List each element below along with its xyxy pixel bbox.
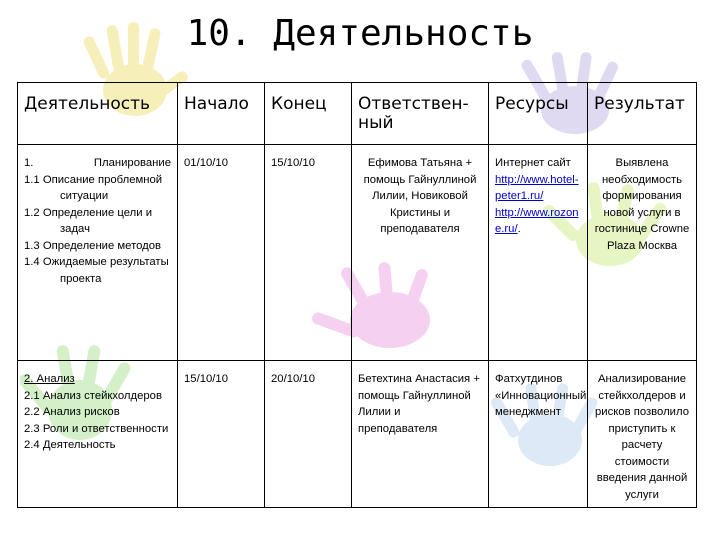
activity-subitem: 1.2 Определение цели и задач: [24, 206, 153, 235]
table-header-row: [18, 83, 697, 145]
header-end: Конец: [265, 83, 352, 145]
activity-subitem: 2.4 Деятельность: [24, 439, 116, 451]
start-date-cell: 15/10/10: [178, 361, 265, 508]
header-result: Результат: [588, 83, 697, 145]
activity-subitem: 1.3 Определение методов: [24, 239, 162, 252]
activity-subitem: 2.3 Роли и ответственности: [24, 422, 169, 435]
activity-subitem: 2.2 Анализ рисков: [24, 406, 120, 418]
activity-lead: 1. Планирование: [24, 155, 171, 172]
activity-lead: 2. Анализ: [24, 373, 75, 385]
result-cell: Выявлена необходимость формирования новой услуги в гостинице Crowne Plaza Москва: [588, 145, 697, 361]
activity-cell: [18, 145, 178, 361]
resource-link[interactable]: http://www.hotel-peter1.ru/: [495, 173, 579, 202]
activity-subitem: 1.1 Описание проблемной ситуации: [24, 173, 163, 202]
resource-link[interactable]: http://www.rozone.ru/: [495, 206, 579, 235]
activity-lead-text: Планирование: [93, 157, 171, 169]
header-start: Начало: [178, 83, 265, 145]
table-row: [18, 145, 697, 361]
start-date-cell: 01/10/10: [178, 145, 265, 361]
header-responsible: Ответствен-ный: [352, 83, 489, 145]
activity-subitem: 2.1 Анализ стейкхолдеров: [24, 389, 162, 402]
result-cell: Анализирование стейкхолдеров и рисков позволило приступить к расчету стоимости введения данной услуги: [588, 361, 697, 508]
resources-cell: [489, 361, 588, 508]
resources-text: Фатхутдинов «Инновационный менеджмент: [495, 373, 587, 418]
activity-cell: [18, 361, 178, 508]
end-date-cell: 20/10/10: [265, 361, 352, 508]
responsible-cell: Ефимова Татьяна + помощь Гайнуллиной Лилии, Новиковой Кристины и преподавателя: [352, 145, 489, 361]
page-title: 10. Деятельность: [186, 13, 534, 54]
activity-subitem: 1.4 Ожидаемые результаты проекта: [24, 256, 169, 285]
header-activity: Деятельность: [18, 83, 178, 145]
activity-table: [17, 82, 697, 508]
responsible-cell: Бетехтина Анастасия + помощь Гайнуллиной Лилии и преподавателя: [352, 361, 489, 508]
resources-text: Интернет сайт: [495, 157, 571, 169]
header-resources: Ресурсы: [489, 83, 588, 145]
table-row: [18, 361, 697, 508]
end-date-cell: 15/10/10: [265, 145, 352, 361]
resources-cell: Интернет сайт http://www.hotel-peter1.ru/ http://www.rozone.ru/.: [489, 145, 588, 361]
